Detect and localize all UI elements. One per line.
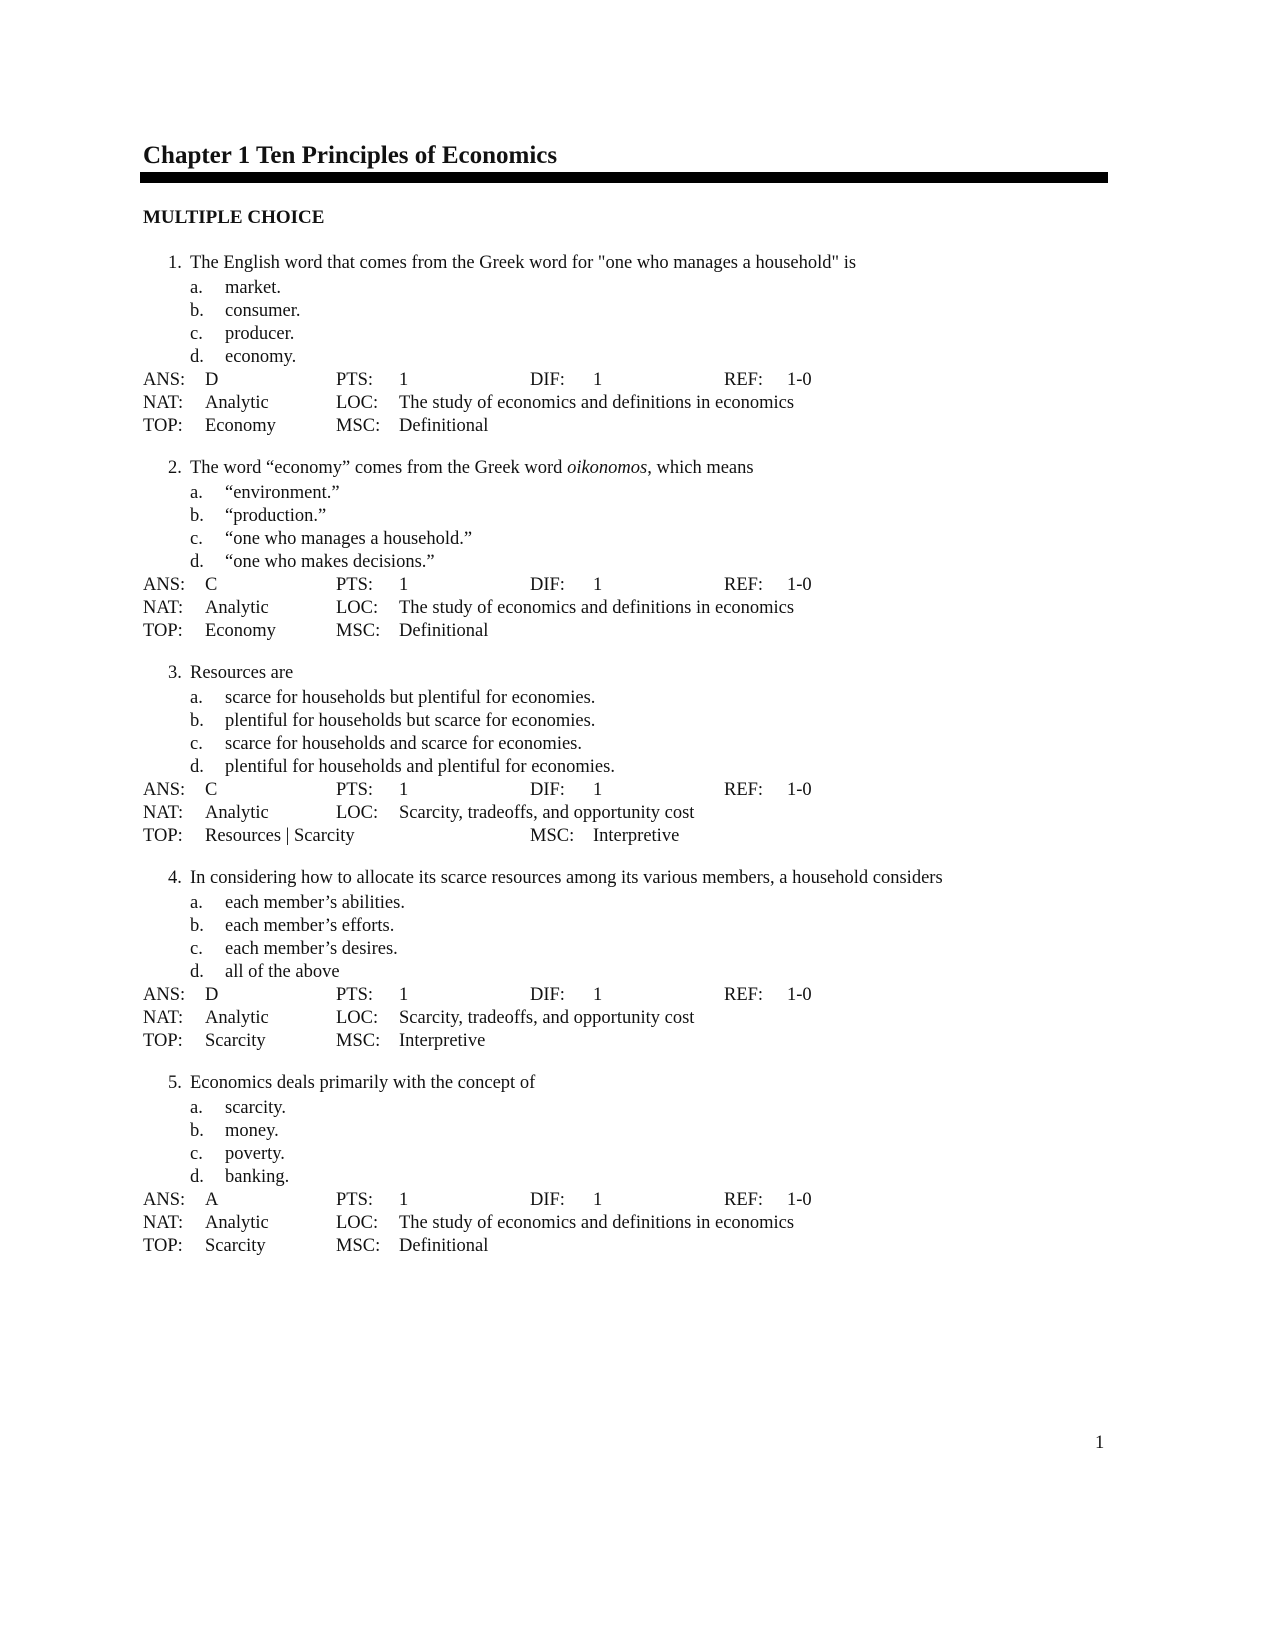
msc-label: MSC: — [530, 826, 575, 846]
question-item — [0, 867, 1275, 1072]
option-text: scarce for households but plentiful for economies. — [225, 688, 596, 708]
dif-value: 1 — [593, 575, 603, 595]
nat-label: NAT: — [143, 803, 184, 823]
ans-value: C — [205, 780, 218, 800]
option-text: scarcity. — [225, 1098, 286, 1118]
loc-label: LOC: — [336, 1008, 379, 1028]
dif-value: 1 — [593, 985, 603, 1005]
pts-value: 1 — [399, 985, 409, 1005]
pts-value: 1 — [399, 780, 409, 800]
option-text: economy. — [225, 347, 297, 367]
dif-label: DIF: — [530, 780, 565, 800]
pts-value: 1 — [399, 370, 409, 390]
top-value: Scarcity — [205, 1031, 266, 1051]
pts-label: PTS: — [336, 1190, 374, 1210]
question-item — [0, 662, 1275, 867]
question-text-italic: oikonomos — [567, 458, 648, 478]
option-letter: b. — [190, 916, 204, 936]
option-text: all of the above — [225, 962, 340, 982]
ans-value: D — [205, 985, 219, 1005]
option-text: “environment.” — [225, 483, 340, 503]
option-text: market. — [225, 278, 281, 298]
question-number: 3. — [168, 663, 182, 683]
loc-label: LOC: — [336, 803, 379, 823]
option-letter: b. — [190, 711, 204, 731]
option-letter: c. — [190, 734, 203, 754]
option-letter: c. — [190, 324, 203, 344]
top-label: TOP: — [143, 826, 183, 846]
top-label: TOP: — [143, 1236, 183, 1256]
loc-value: The study of economics and definitions in economics — [399, 598, 795, 618]
ans-value: A — [205, 1190, 219, 1210]
top-label: TOP: — [143, 1031, 183, 1051]
question-text — [190, 662, 293, 685]
ref-value: 1-0 — [787, 370, 812, 390]
ref-label: REF: — [724, 1190, 764, 1210]
question-number: 1. — [168, 253, 182, 273]
msc-value: Interpretive — [593, 826, 680, 846]
option-text: each member’s efforts. — [225, 916, 395, 936]
pts-label: PTS: — [336, 780, 374, 800]
dif-value: 1 — [593, 370, 603, 390]
msc-value: Definitional — [399, 1236, 489, 1256]
dif-label: DIF: — [530, 985, 565, 1005]
pts-value: 1 — [399, 575, 409, 595]
ans-label: ANS: — [143, 780, 186, 800]
question-number: 2. — [168, 458, 182, 478]
dif-label: DIF: — [530, 370, 565, 390]
option-text: each member’s desires. — [225, 939, 398, 959]
ref-value: 1-0 — [787, 780, 812, 800]
question-text-part: In considering how to allocate its scarce resources among its various members, a household considers — [190, 868, 943, 888]
nat-label: NAT: — [143, 1213, 184, 1233]
ans-value: C — [205, 575, 218, 595]
ans-value: D — [205, 370, 219, 390]
dif-value: 1 — [593, 1190, 603, 1210]
option-text: each member’s abilities. — [225, 893, 405, 913]
section-heading: MULTIPLE CHOICE — [143, 207, 325, 228]
dif-label: DIF: — [530, 1190, 565, 1210]
pts-label: PTS: — [336, 575, 374, 595]
nat-value: Analytic — [205, 803, 269, 823]
loc-value: The study of economics and definitions in economics — [399, 1213, 795, 1233]
ref-label: REF: — [724, 780, 764, 800]
option-letter: d. — [190, 552, 204, 572]
question-text-part: The word “economy” comes from the Greek word — [190, 458, 568, 478]
loc-label: LOC: — [336, 1213, 379, 1233]
option-letter: b. — [190, 301, 204, 321]
msc-value: Definitional — [399, 621, 489, 641]
nat-label: NAT: — [143, 598, 184, 618]
ref-value: 1-0 — [787, 1190, 812, 1210]
question-item — [0, 1072, 1275, 1277]
top-label: TOP: — [143, 621, 183, 641]
nat-value: Analytic — [205, 1008, 269, 1028]
ref-label: REF: — [724, 575, 764, 595]
dif-value: 1 — [593, 780, 603, 800]
option-text: “production.” — [225, 506, 327, 526]
top-value: Economy — [205, 621, 276, 641]
option-letter: d. — [190, 1167, 204, 1187]
option-text: “one who makes decisions.” — [225, 552, 435, 572]
loc-label: LOC: — [336, 598, 379, 618]
question-item — [0, 457, 1275, 662]
pts-label: PTS: — [336, 985, 374, 1005]
msc-label: MSC: — [336, 621, 381, 641]
loc-value: Scarcity, tradeoffs, and opportunity cost — [399, 1008, 695, 1028]
option-text: “one who manages a household.” — [225, 529, 473, 549]
option-letter: d. — [190, 757, 204, 777]
option-text: money. — [225, 1121, 279, 1141]
top-value: Resources | Scarcity — [205, 826, 355, 846]
question-text-part: Economics deals primarily with the concept of — [190, 1073, 536, 1093]
option-text: consumer. — [225, 301, 301, 321]
msc-label: MSC: — [336, 1031, 381, 1051]
nat-value: Analytic — [205, 1213, 269, 1233]
ans-label: ANS: — [143, 575, 186, 595]
nat-value: Analytic — [205, 393, 269, 413]
dif-label: DIF: — [530, 575, 565, 595]
question-text — [190, 867, 943, 890]
option-letter: b. — [190, 506, 204, 526]
page-number: 1 — [1095, 1433, 1105, 1453]
loc-label: LOC: — [336, 393, 379, 413]
top-value: Economy — [205, 416, 276, 436]
loc-value: Scarcity, tradeoffs, and opportunity cost — [399, 803, 695, 823]
title-rule — [140, 172, 1108, 183]
option-letter: d. — [190, 962, 204, 982]
option-letter: b. — [190, 1121, 204, 1141]
question-item — [0, 252, 1275, 457]
option-text: poverty. — [225, 1144, 285, 1164]
pts-label: PTS: — [336, 370, 374, 390]
top-value: Scarcity — [205, 1236, 266, 1256]
option-text: plentiful for households but scarce for economies. — [225, 711, 596, 731]
loc-value: The study of economics and definitions in economics — [399, 393, 795, 413]
option-text: banking. — [225, 1167, 290, 1187]
question-text — [190, 1072, 535, 1095]
top-label: TOP: — [143, 416, 183, 436]
msc-label: MSC: — [336, 416, 381, 436]
question-text-part: , which means — [647, 458, 754, 478]
ans-label: ANS: — [143, 985, 186, 1005]
option-letter: c. — [190, 1144, 203, 1164]
option-letter: a. — [190, 893, 203, 913]
question-text — [190, 457, 754, 480]
option-letter: a. — [190, 688, 203, 708]
pts-value: 1 — [399, 1190, 409, 1210]
nat-value: Analytic — [205, 598, 269, 618]
ref-value: 1-0 — [787, 985, 812, 1005]
option-letter: a. — [190, 278, 203, 298]
question-text-part: The English word that comes from the Greek word for "one who manages a household" is — [190, 253, 857, 273]
msc-label: MSC: — [336, 1236, 381, 1256]
option-text: plentiful for households and plentiful for economies. — [225, 757, 615, 777]
option-letter: c. — [190, 529, 203, 549]
question-text-part: Resources are — [190, 663, 294, 683]
option-letter: c. — [190, 939, 203, 959]
ref-label: REF: — [724, 985, 764, 1005]
option-text: producer. — [225, 324, 295, 344]
nat-label: NAT: — [143, 1008, 184, 1028]
ref-value: 1-0 — [787, 575, 812, 595]
question-list — [0, 252, 1275, 1277]
option-text: scarce for households and scarce for economies. — [225, 734, 583, 754]
question-number: 4. — [168, 868, 182, 888]
option-letter: a. — [190, 483, 203, 503]
question-text — [190, 252, 856, 275]
option-letter: a. — [190, 1098, 203, 1118]
option-letter: d. — [190, 347, 204, 367]
nat-label: NAT: — [143, 393, 184, 413]
ans-label: ANS: — [143, 1190, 186, 1210]
ans-label: ANS: — [143, 370, 186, 390]
question-number: 5. — [168, 1073, 182, 1093]
chapter-title: Chapter 1 Ten Principles of Economics — [143, 142, 558, 169]
msc-value: Definitional — [399, 416, 489, 436]
msc-value: Interpretive — [399, 1031, 486, 1051]
ref-label: REF: — [724, 370, 764, 390]
